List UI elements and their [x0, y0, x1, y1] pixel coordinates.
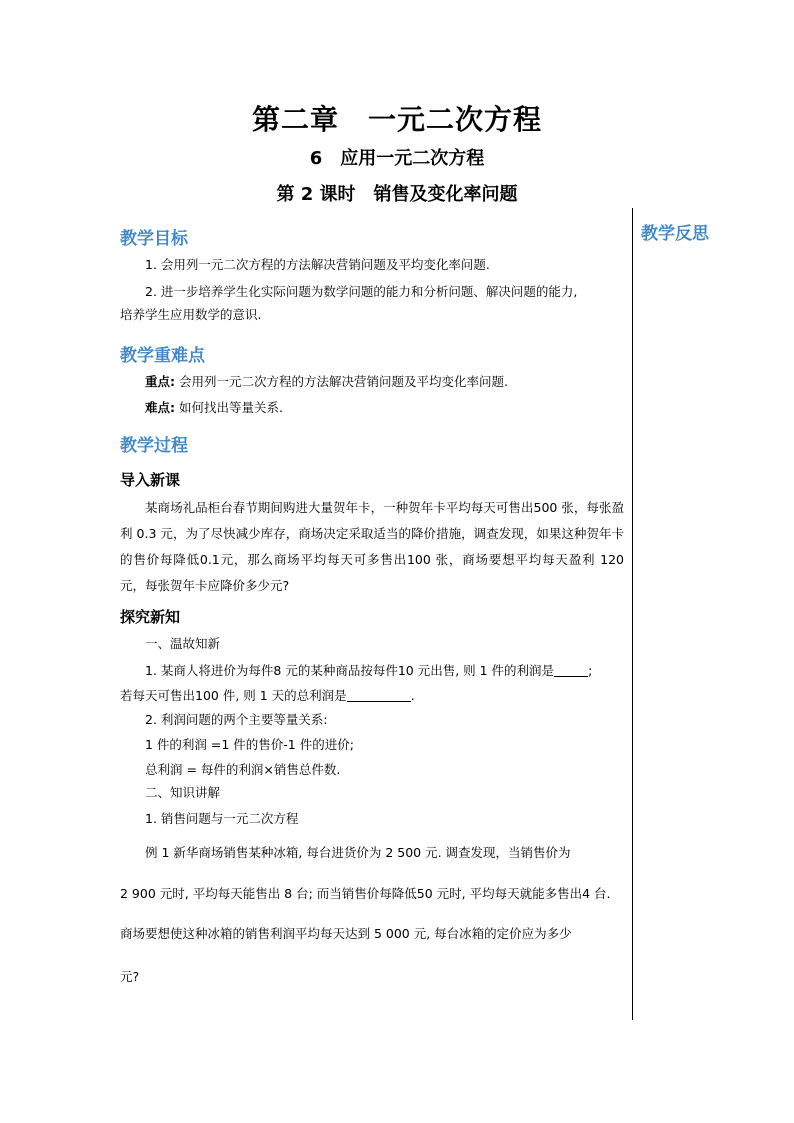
intro-title: 导入新课 [120, 471, 181, 489]
question-2: 2. 利润问题的两个主要等量关系: [145, 712, 328, 727]
question-1-line-1 [145, 661, 592, 679]
equation-2: 总利润 = 每件的利润×销售总件数. [145, 762, 341, 777]
key-point-label: 重点: [145, 374, 175, 389]
question-1-text-c: 若每天可售出100 件, 则 1 天的总利润是 [120, 688, 347, 703]
goals-item-2-line-1: 2. 进一步培养学生化实际问题为数学问题的能力和分析问题、解决问题的能力, [145, 284, 578, 299]
difficult-point [145, 398, 283, 416]
example-line-2: 2 900 元时, 平均每天能售出 8 台; 而当销售价每降低50 元时, 平均每天就能多售出4 台. [120, 886, 611, 901]
equation-1: 1 件的利润 =1 件的售价-1 件的进价; [145, 737, 354, 752]
subsection-1: 1. 销售问题与一元二次方程 [145, 811, 299, 826]
question-1-line-2 [120, 686, 415, 704]
lesson-title: 第 2 课时 销售及变化率问题 [276, 184, 518, 205]
key-point [145, 372, 508, 390]
answer-blank-1 [554, 662, 588, 677]
question-1-text-b: ; [588, 663, 593, 678]
example-line-1: 例 1 新华商场销售某种冰箱, 每台进货价为 2 500 元. 调查发现，当销售价为 [145, 845, 571, 860]
explore-title: 探究新知 [120, 608, 181, 626]
keypoints-title: 教学重难点 [120, 346, 205, 366]
process-title: 教学过程 [120, 436, 188, 456]
key-point-text: 会用列一元二次方程的方法解决营销问题及平均变化率问题. [175, 374, 508, 389]
chapter-title: 第二章 一元二次方程 [251, 103, 542, 136]
goals-title: 教学目标 [120, 229, 188, 249]
reflection-title: 教学反思 [641, 224, 709, 244]
question-1-text-a: 1. 某商人将进价为每件8 元的某种商品按每件10 元出售, 则 1 件的利润是 [145, 663, 555, 678]
example-line-3: 商场要想使这种冰箱的销售利润平均每天达到 5 000 元, 每台冰箱的定价应为多少 [120, 926, 572, 941]
part1-title: 一、温故知新 [145, 636, 221, 651]
difficult-point-text: 如何找出等量关系. [175, 400, 283, 415]
section-title: 6 应用一元二次方程 [309, 148, 485, 169]
column-divider [632, 208, 633, 1020]
goals-item-1: 1. 会用列一元二次方程的方法解决营销问题及平均变化率问题. [145, 257, 490, 272]
example-line-4: 元? [120, 969, 140, 984]
part2-title: 二、知识讲解 [145, 785, 221, 800]
intro-paragraph: 某商场礼品柜台春节期间购进大量贺年卡，一种贺年卡平均每天可售出500 张，每张盈利 0.3 元，为了尽快减少库存，商场决定采取适当的降价措施，调查发现，如果这种贺年卡的售价每降低0.1元，那么商场平均每天可多售出100 张，商场要想平均每天盈利 120 元，每张贺年卡应降价多少元? [120, 500, 624, 593]
question-1-text-d: . [410, 688, 415, 703]
difficult-point-label: 难点: [145, 400, 175, 415]
answer-blank-2 [347, 687, 411, 702]
goals-item-2-line-2: 培养学生应用数学的意识. [120, 307, 262, 322]
